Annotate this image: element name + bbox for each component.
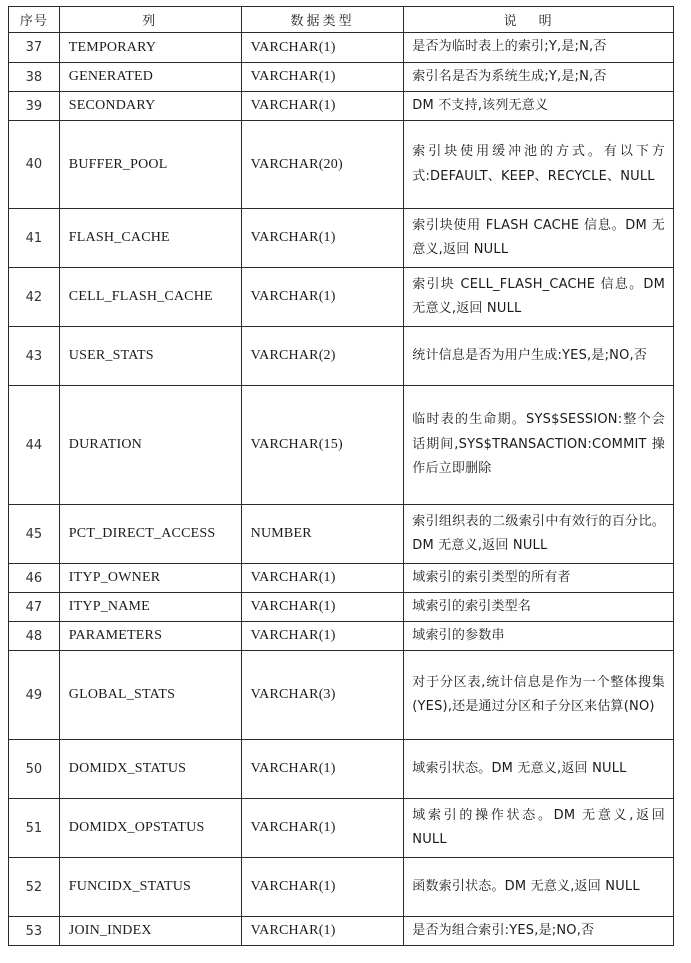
table-row	[9, 268, 674, 327]
row-column-name: PARAMETERS	[59, 622, 241, 651]
row-serial-number: 51	[9, 799, 60, 858]
row-column-name: DOMIDX_OPSTATUS	[59, 799, 241, 858]
row-column-name: DOMIDX_STATUS	[59, 740, 241, 799]
table-row	[9, 63, 674, 92]
row-data-type: VARCHAR(1)	[241, 622, 404, 651]
column-definition-table	[8, 6, 674, 946]
row-description: 索引名是否为系统生成;Y,是;N,否	[404, 63, 674, 92]
row-column-name: ITYP_NAME	[59, 593, 241, 622]
table-header-row	[9, 7, 674, 33]
table-row	[9, 858, 674, 917]
row-column-name: JOIN_INDEX	[59, 917, 241, 946]
row-description: 是否为临时表上的索引;Y,是;N,否	[404, 33, 674, 63]
row-serial-number: 50	[9, 740, 60, 799]
header-serial-number: 序号	[9, 7, 60, 33]
row-description: 域索引的索引类型名	[404, 593, 674, 622]
row-column-name: GLOBAL_STATS	[59, 651, 241, 740]
table-row	[9, 622, 674, 651]
header-data-type: 数据类型	[241, 7, 404, 33]
table-row	[9, 564, 674, 593]
row-column-name: USER_STATS	[59, 327, 241, 386]
table-row	[9, 209, 674, 268]
row-description: 域索引的参数串	[404, 622, 674, 651]
row-description: 索引组织表的二级索引中有效行的百分比。DM 无意义,返回 NULL	[404, 505, 674, 564]
table-row	[9, 651, 674, 740]
row-description: DM 不支持,该列无意义	[404, 92, 674, 121]
table-row	[9, 121, 674, 209]
row-data-type: VARCHAR(1)	[241, 593, 404, 622]
row-serial-number: 41	[9, 209, 60, 268]
table-row	[9, 740, 674, 799]
row-serial-number: 43	[9, 327, 60, 386]
row-data-type: VARCHAR(3)	[241, 651, 404, 740]
row-serial-number: 53	[9, 917, 60, 946]
row-column-name: FLASH_CACHE	[59, 209, 241, 268]
row-column-name: PCT_DIRECT_ACCESS	[59, 505, 241, 564]
row-column-name: SECONDARY	[59, 92, 241, 121]
row-serial-number: 46	[9, 564, 60, 593]
row-data-type: VARCHAR(1)	[241, 92, 404, 121]
row-serial-number: 40	[9, 121, 60, 209]
row-description: 索引块使用缓冲池的方式。有以下方式:DEFAULT、KEEP、RECYCLE、NULL	[404, 121, 674, 209]
table-row	[9, 505, 674, 564]
table-row	[9, 799, 674, 858]
row-description: 对于分区表,统计信息是作为一个整体搜集(YES),还是通过分区和子分区来估算(NO)	[404, 651, 674, 740]
row-description: 统计信息是否为用户生成:YES,是;NO,否	[404, 327, 674, 386]
row-data-type: VARCHAR(1)	[241, 63, 404, 92]
table-row	[9, 593, 674, 622]
row-column-name: BUFFER_POOL	[59, 121, 241, 209]
row-column-name: DURATION	[59, 386, 241, 505]
row-data-type: VARCHAR(1)	[241, 33, 404, 63]
row-column-name: FUNCIDX_STATUS	[59, 858, 241, 917]
header-description: 说明	[404, 7, 674, 33]
row-data-type: VARCHAR(1)	[241, 917, 404, 946]
header-column: 列	[59, 7, 241, 33]
row-data-type: VARCHAR(1)	[241, 740, 404, 799]
row-serial-number: 47	[9, 593, 60, 622]
row-serial-number: 48	[9, 622, 60, 651]
row-serial-number: 52	[9, 858, 60, 917]
row-description: 域索引状态。DM 无意义,返回 NULL	[404, 740, 674, 799]
row-data-type: VARCHAR(1)	[241, 564, 404, 593]
row-column-name: GENERATED	[59, 63, 241, 92]
row-serial-number: 44	[9, 386, 60, 505]
row-description: 索引块使用 FLASH CACHE 信息。DM 无意义,返回 NULL	[404, 209, 674, 268]
row-column-name: CELL_FLASH_CACHE	[59, 268, 241, 327]
row-description: 域索引的操作状态。DM 无意义,返回 NULL	[404, 799, 674, 858]
row-serial-number: 45	[9, 505, 60, 564]
row-data-type: NUMBER	[241, 505, 404, 564]
row-description: 是否为组合索引:YES,是;NO,否	[404, 917, 674, 946]
row-serial-number: 49	[9, 651, 60, 740]
row-column-name: ITYP_OWNER	[59, 564, 241, 593]
row-column-name: TEMPORARY	[59, 33, 241, 63]
row-serial-number: 38	[9, 63, 60, 92]
table-row	[9, 33, 674, 63]
table-row	[9, 327, 674, 386]
row-description: 函数索引状态。DM 无意义,返回 NULL	[404, 858, 674, 917]
row-description: 索引块 CELL_FLASH_CACHE 信息。DM 无意义,返回 NULL	[404, 268, 674, 327]
row-data-type: VARCHAR(1)	[241, 799, 404, 858]
row-data-type: VARCHAR(1)	[241, 858, 404, 917]
row-data-type: VARCHAR(2)	[241, 327, 404, 386]
row-data-type: VARCHAR(20)	[241, 121, 404, 209]
table-row	[9, 92, 674, 121]
row-serial-number: 37	[9, 33, 60, 63]
table-row	[9, 386, 674, 505]
row-description: 域索引的索引类型的所有者	[404, 564, 674, 593]
row-data-type: VARCHAR(1)	[241, 209, 404, 268]
row-description: 临时表的生命期。SYS$SESSION:整个会话期间,SYS$TRANSACTION:COMMIT 操作后立即删除	[404, 386, 674, 505]
row-serial-number: 42	[9, 268, 60, 327]
row-data-type: VARCHAR(1)	[241, 268, 404, 327]
row-serial-number: 39	[9, 92, 60, 121]
table-row	[9, 917, 674, 946]
row-data-type: VARCHAR(15)	[241, 386, 404, 505]
